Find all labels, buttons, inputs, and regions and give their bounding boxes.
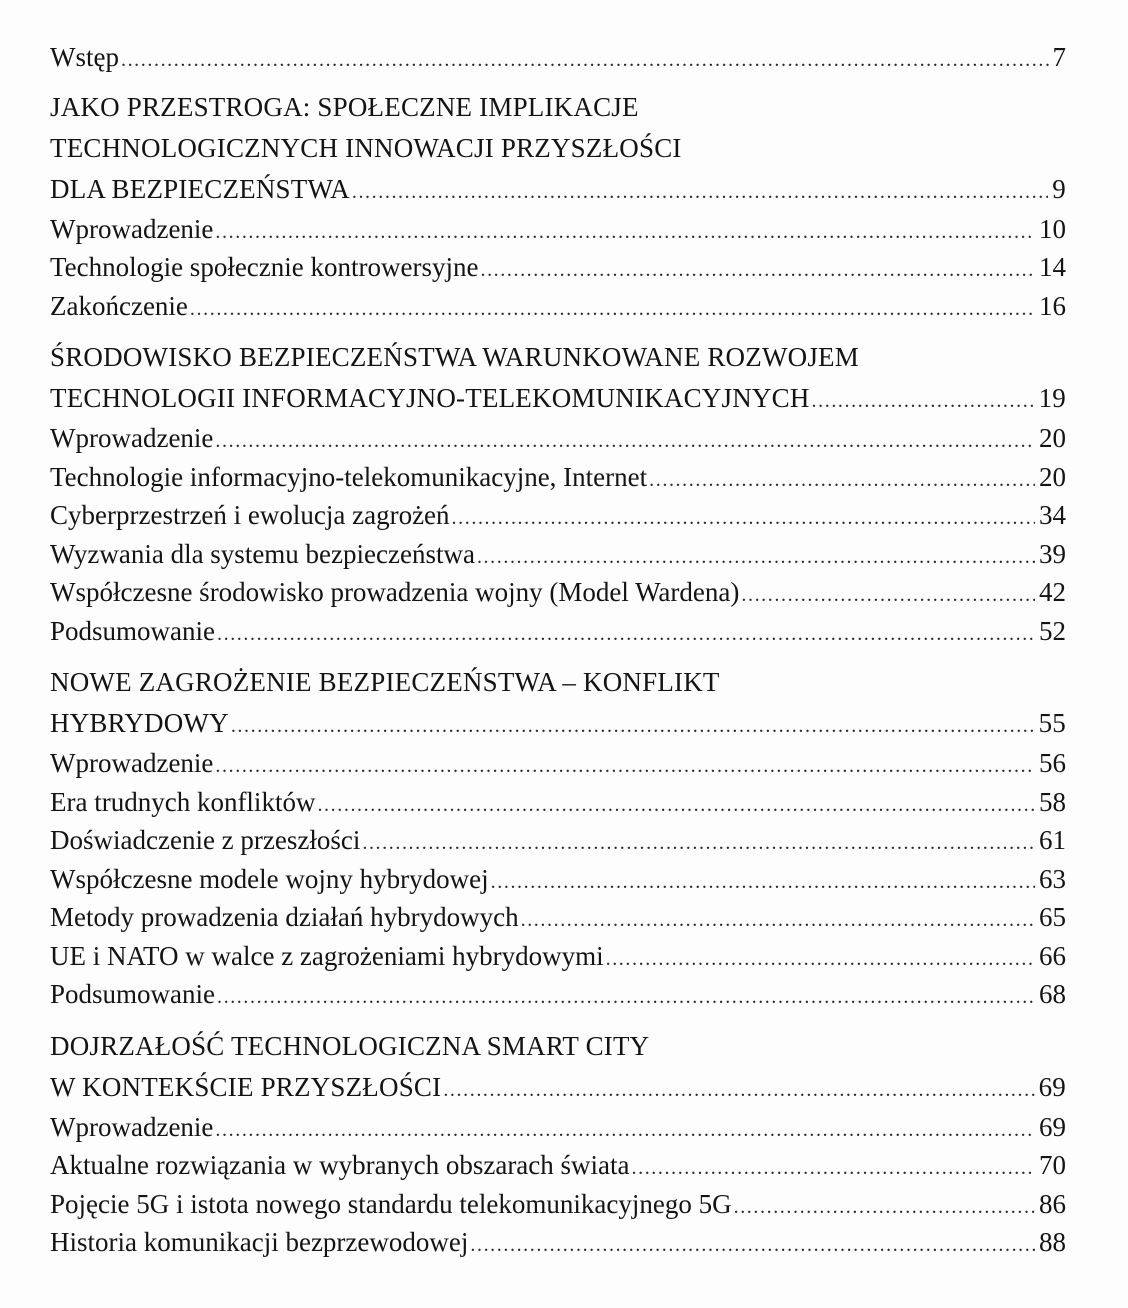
- toc-entry-title: Wyzwania dla systemu bezpieczeństwa: [50, 538, 475, 569]
- toc-entry: [50, 898, 1066, 937]
- toc-entry: [50, 937, 1066, 976]
- toc-page-number: 20: [1039, 461, 1066, 492]
- toc-page-number: 86: [1039, 1188, 1066, 1219]
- toc-page-number: 61: [1039, 825, 1066, 855]
- toc-entry: [50, 458, 1066, 497]
- toc-entry: [50, 573, 1066, 612]
- dot-leader: [443, 1070, 1034, 1111]
- dot-leader: [741, 576, 1035, 615]
- dot-leader: [121, 41, 1049, 80]
- toc-entry: [50, 744, 1066, 783]
- toc-entry-title: Technologie informacyjno-telekomunikacyjne, Internet: [50, 461, 648, 492]
- toc-page-number: 20: [1039, 423, 1066, 453]
- toc-entry-title: Współczesne modele wojny hybrydowej: [50, 863, 489, 894]
- dot-leader: [480, 251, 1035, 290]
- toc-entry: [50, 419, 1066, 458]
- toc-entry: [50, 860, 1066, 899]
- chapter-heading-text: DOJRZAŁOŚĆ TECHNOLOGICZNA SMART CITY: [50, 1030, 650, 1061]
- toc-entry-title: Współczesne środowisko prowadzenia wojny (Model Wardena): [50, 577, 740, 607]
- chapter-heading-text: ŚRODOWISKO BEZPIECZEŃSTWA WARUNKOWANE ROZWOJEM: [50, 342, 859, 372]
- toc-chapter: [50, 87, 1066, 326]
- toc-page-number: 39: [1039, 538, 1066, 569]
- dot-leader: [477, 538, 1035, 577]
- chapter-heading-line: [50, 1026, 1066, 1067]
- toc-entry-title: Doświadczenie z przeszłości: [50, 825, 361, 855]
- toc-entry: [50, 1108, 1066, 1147]
- chapter-heading-line: [50, 1067, 1066, 1108]
- dot-leader: [352, 172, 1048, 213]
- toc-entry-title: Era trudnych konfliktów: [50, 786, 316, 817]
- dot-leader: [190, 290, 1035, 329]
- dot-leader: [215, 747, 1035, 786]
- dot-leader: [452, 499, 1035, 538]
- chapter-heading-text: NOWE ZAGROŻENIE BEZPIECZEŃSTWA – KONFLIKT: [50, 667, 720, 697]
- toc-entry: [50, 248, 1066, 287]
- chapter-heading-text: TECHNOLOGII INFORMACYJNO-TELEKOMUNIKACYJNYCH: [50, 383, 810, 413]
- toc-page-number: 63: [1039, 863, 1066, 894]
- chapter-heading-text: JAKO PRZESTROGA: SPOŁECZNE IMPLIKACJE: [50, 91, 639, 122]
- toc-entry: [50, 821, 1066, 860]
- dot-leader: [491, 863, 1035, 902]
- toc-entry-title: Technologie społecznie kontrowersyjne: [50, 252, 479, 282]
- toc-page-number: 58: [1039, 786, 1066, 817]
- toc-entry-title: Historia komunikacji bezprzewodowej: [50, 1227, 469, 1257]
- toc-entry-title: Metody prowadzenia działań hybrydowych: [50, 902, 519, 932]
- toc-entry-title: Podsumowanie: [50, 979, 215, 1009]
- dot-leader: [217, 978, 1035, 1017]
- toc-entry-title: Wstęp: [50, 42, 119, 72]
- chapter-page-number: 55: [1038, 708, 1066, 738]
- chapter-heading-line: [50, 87, 1066, 128]
- toc-entry: [50, 1185, 1066, 1224]
- toc-page-number: 56: [1039, 748, 1066, 778]
- toc-entry: [50, 535, 1066, 574]
- toc-entry-title: Wprowadzenie: [50, 213, 214, 244]
- toc-chapter: [50, 337, 1066, 650]
- toc-entry: [50, 210, 1066, 249]
- toc-page-number: 65: [1039, 902, 1066, 932]
- dot-leader: [215, 1111, 1035, 1150]
- toc-chapter: [50, 662, 1066, 1014]
- chapter-heading-text: DLA BEZPIECZEŃSTWA: [50, 173, 350, 204]
- dot-leader: [215, 422, 1035, 461]
- toc-entry: [50, 1223, 1066, 1262]
- toc-page-number: 42: [1039, 577, 1066, 607]
- toc-entry: [50, 287, 1066, 326]
- table-of-contents: [50, 38, 1066, 1274]
- toc-entry-title: Aktualne rozwiązania w wybranych obszarach świata: [50, 1150, 630, 1180]
- chapter-heading-line: [50, 337, 1066, 378]
- toc-page-number: 34: [1039, 500, 1066, 530]
- toc-chapter: [50, 1026, 1066, 1262]
- dot-leader: [215, 213, 1035, 252]
- toc-entry-intro: [50, 38, 1066, 77]
- toc-page-number: 10: [1039, 213, 1066, 244]
- toc-page-number: 7: [1052, 42, 1066, 72]
- toc-entry-title: UE i NATO w walce z zagrożeniami hybrydowymi: [50, 940, 604, 971]
- dot-leader: [606, 940, 1035, 979]
- chapter-heading-line: [50, 703, 1066, 744]
- toc-page-number: 88: [1039, 1227, 1066, 1257]
- toc-entry-title: Wprowadzenie: [50, 748, 214, 778]
- toc-entry: [50, 612, 1066, 651]
- chapter-heading-line: [50, 662, 1066, 703]
- toc-page-number: 16: [1039, 290, 1066, 321]
- chapter-heading-line: [50, 378, 1066, 419]
- toc-entry: [50, 496, 1066, 535]
- dot-leader: [217, 615, 1035, 654]
- toc-entry-title: Podsumowanie: [50, 615, 215, 646]
- toc-entry-title: Cyberprzestrzeń i ewolucja zagrożeń: [50, 500, 450, 530]
- toc-entry-title: Zakończenie: [50, 290, 188, 321]
- toc-entry: [50, 1146, 1066, 1185]
- chapter-page-number: 9: [1052, 173, 1066, 204]
- toc-entry: [50, 975, 1066, 1014]
- chapter-heading-line: [50, 169, 1066, 210]
- dot-leader: [632, 1149, 1036, 1188]
- dot-leader: [317, 786, 1035, 825]
- chapter-heading-text: TECHNOLOGICZNYCH INNOWACJI PRZYSZŁOŚCI: [50, 132, 682, 163]
- dot-leader: [362, 824, 1035, 863]
- toc-page-number: 69: [1039, 1111, 1066, 1142]
- chapter-page-number: 69: [1038, 1071, 1066, 1102]
- toc-page-number: 52: [1039, 615, 1066, 646]
- dot-leader: [470, 1226, 1035, 1265]
- toc-page-number: 14: [1039, 252, 1066, 282]
- chapter-page-number: 19: [1038, 383, 1066, 413]
- chapter-heading-text: W KONTEKŚCIE PRZYSZŁOŚCI: [50, 1071, 442, 1102]
- chapter-heading-text: HYBRYDOWY: [50, 708, 229, 738]
- dot-leader: [649, 461, 1035, 500]
- dot-leader: [734, 1188, 1035, 1227]
- toc-page-number: 66: [1039, 940, 1066, 971]
- toc-page-number: 68: [1039, 979, 1066, 1009]
- dot-leader: [521, 901, 1035, 940]
- toc-entry-title: Wprowadzenie: [50, 423, 214, 453]
- toc-entry: [50, 783, 1066, 822]
- dot-leader: [812, 381, 1035, 422]
- toc-entry-title: Pojęcie 5G i istota nowego standardu telekomunikacyjnego 5G: [50, 1188, 732, 1219]
- chapter-heading-line: [50, 128, 1066, 169]
- dot-leader: [231, 706, 1035, 747]
- toc-entry-title: Wprowadzenie: [50, 1111, 214, 1142]
- toc-page-number: 70: [1039, 1150, 1066, 1180]
